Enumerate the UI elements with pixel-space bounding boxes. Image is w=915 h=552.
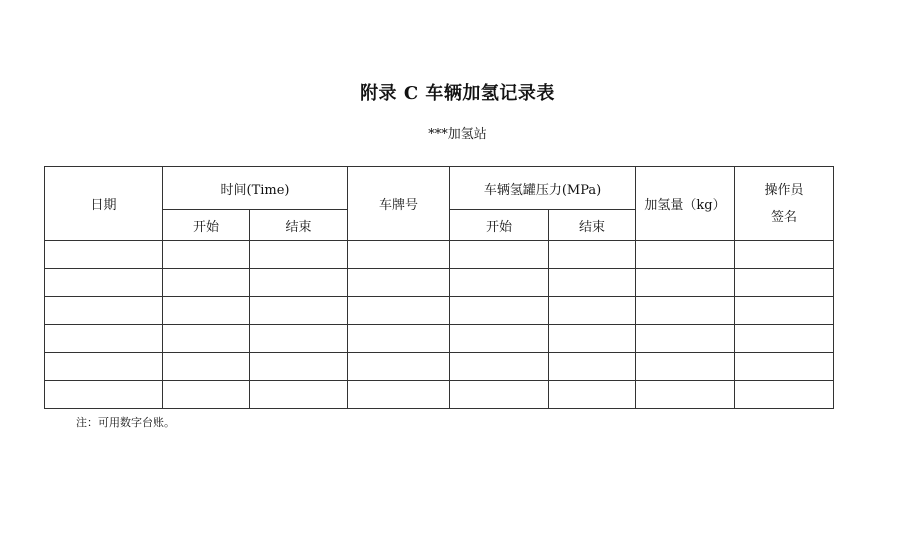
table-cell [250, 269, 348, 297]
table-cell [450, 241, 549, 269]
table-cell [163, 241, 250, 269]
table-cell [735, 297, 834, 325]
table-cell [45, 381, 163, 409]
header-pressure-start: 开始 [450, 210, 549, 241]
table-cell [45, 353, 163, 381]
table-cell [45, 269, 163, 297]
table-cell [163, 297, 250, 325]
table-cell [348, 353, 450, 381]
table-cell [549, 241, 636, 269]
table-cell [450, 297, 549, 325]
table-row [45, 353, 834, 381]
table-cell [348, 241, 450, 269]
page-title: 附录 C 车辆加氢记录表 [360, 83, 555, 104]
table-cell [636, 353, 735, 381]
table-cell [348, 297, 450, 325]
table-row [45, 297, 834, 325]
table-cell [636, 297, 735, 325]
station-name: ***加氢站 [428, 127, 487, 142]
table-cell [636, 269, 735, 297]
table-cell [450, 381, 549, 409]
table-row [45, 381, 834, 409]
header-plate-number: 车牌号 [348, 167, 450, 241]
table-cell [549, 325, 636, 353]
table-cell [250, 297, 348, 325]
table-cell [735, 269, 834, 297]
table-cell [450, 269, 549, 297]
table-cell [348, 325, 450, 353]
table-cell [348, 269, 450, 297]
table-cell [735, 241, 834, 269]
table-cell [163, 381, 250, 409]
table-cell [549, 353, 636, 381]
table-cell [549, 297, 636, 325]
header-refuel-amount: 加氢量（kg） [636, 167, 735, 241]
table-cell [250, 241, 348, 269]
table-cell [45, 297, 163, 325]
table-cell [250, 353, 348, 381]
table-cell [549, 381, 636, 409]
table-cell [163, 269, 250, 297]
table-cell [45, 325, 163, 353]
table-cell [45, 241, 163, 269]
header-pressure-end: 结束 [549, 210, 636, 241]
header-operator-label: 操作员 [764, 182, 804, 198]
table-row [45, 241, 834, 269]
hydrogen-refuel-record-table [44, 166, 834, 409]
table-cell [735, 325, 834, 353]
header-time: 时间(Time) [163, 167, 348, 210]
table-cell [636, 241, 735, 269]
header-operator-signature [735, 167, 834, 241]
table-cell [250, 325, 348, 353]
table-cell [163, 353, 250, 381]
table-cell [735, 353, 834, 381]
header-date: 日期 [45, 167, 163, 241]
table-cell [250, 381, 348, 409]
table-cell [163, 325, 250, 353]
table-cell [450, 353, 549, 381]
table-cell [636, 381, 735, 409]
table-row [45, 325, 834, 353]
header-signature-label: 签名 [770, 209, 797, 225]
header-time-start: 开始 [163, 210, 250, 241]
table-cell [348, 381, 450, 409]
table-cell [636, 325, 735, 353]
header-time-end: 结束 [250, 210, 348, 241]
header-tank-pressure: 车辆氢罐压力(MPa) [450, 167, 636, 210]
table-cell [450, 325, 549, 353]
table-cell [549, 269, 636, 297]
table-row [45, 269, 834, 297]
table-cell [735, 381, 834, 409]
footnote: 注：可用数字台账。 [76, 416, 175, 429]
